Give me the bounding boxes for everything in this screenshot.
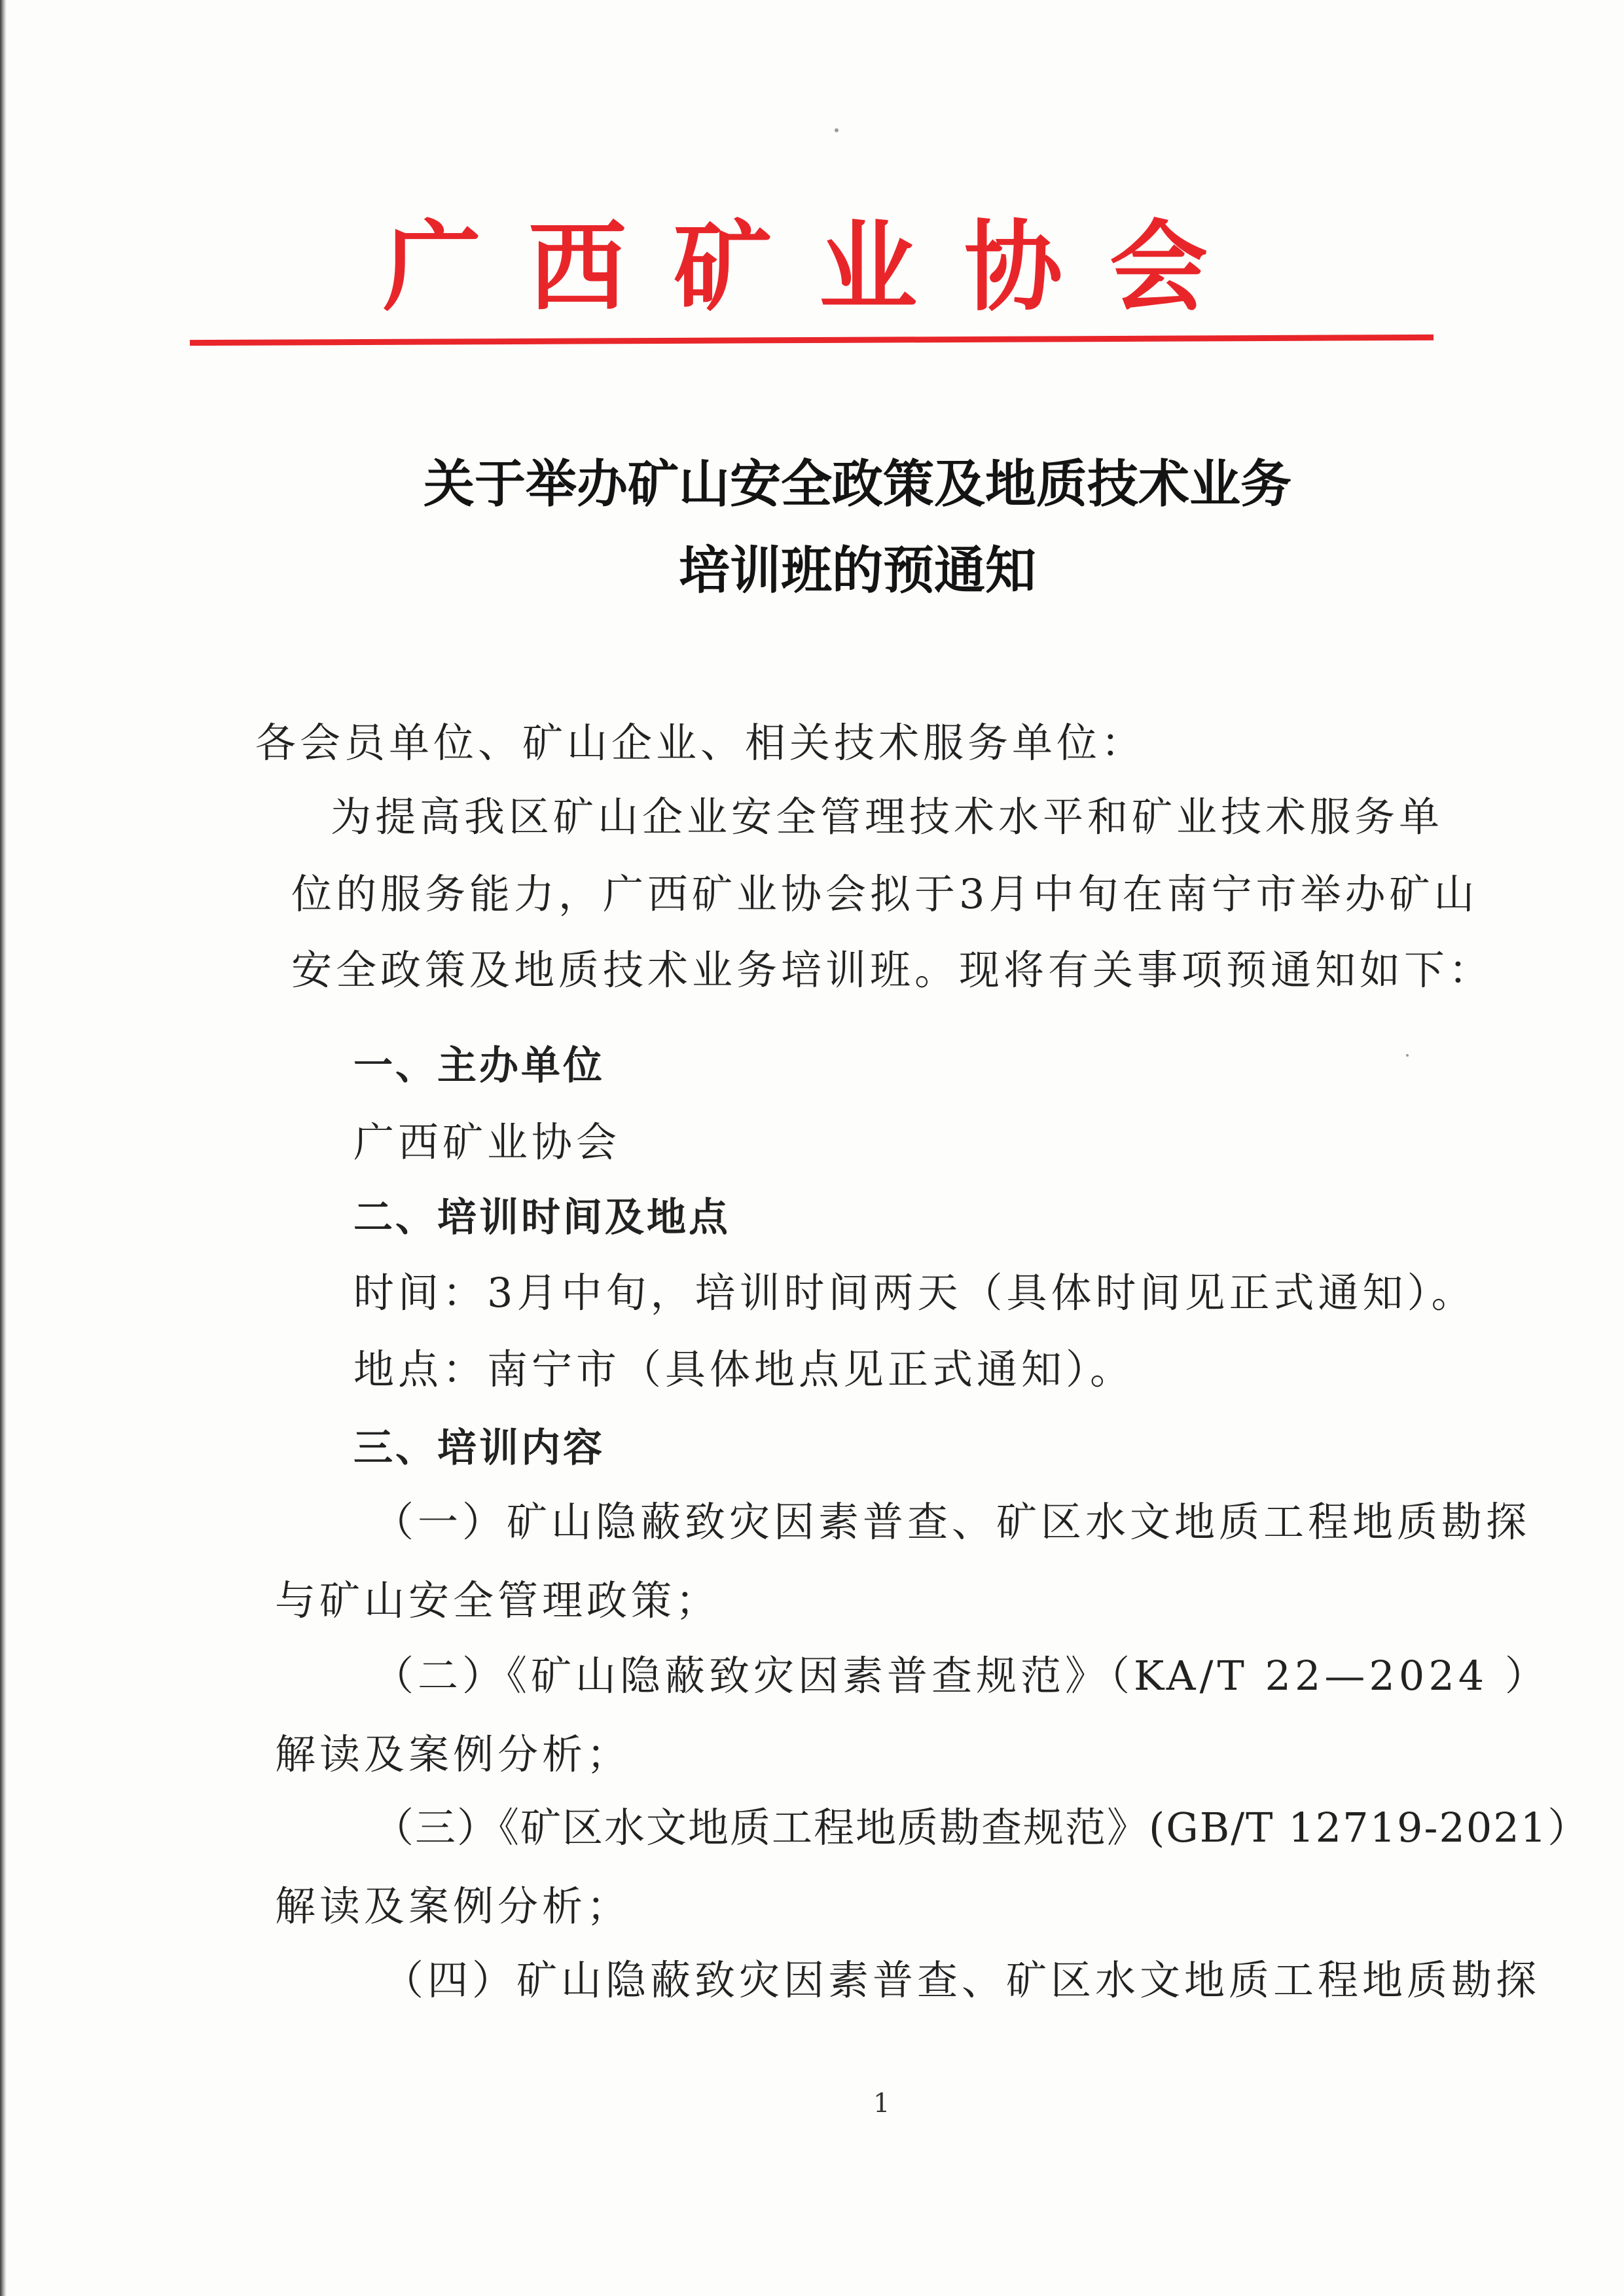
item-4-line-1: （四）矿山隐蔽致灾因素普查、矿区水文地质工程地质勘探 (383, 1956, 1541, 2004)
item-1-line-1: （一）矿山隐蔽致灾因素普查、矿区水文地质工程地质勘探 (373, 1498, 1531, 1546)
section-1-text: 广西矿业协会 (353, 1118, 621, 1166)
item-3-line-2: 解读及案例分析； (275, 1882, 632, 1930)
intro-line-3: 安全政策及地质技术业务培训班。现将有关事项预通知如下： (291, 946, 1494, 994)
section-2-place: 地点：南宁市（具体地点见正式通知）。 (353, 1345, 1135, 1393)
masthead-red-rule (190, 335, 1434, 346)
section-2-time: 时间：3月中旬，培训时间两天（具体时间见正式通知）。 (353, 1269, 1476, 1317)
scan-speck (1406, 1054, 1409, 1057)
item-2-line-1: （二）《矿山隐蔽致灾因素普查规范》（KA/T 22—2024 ） (373, 1652, 1549, 1700)
document-title-line-2: 培训班的预通知 (678, 541, 1036, 600)
item-3-line-1: （三）《矿区水文地质工程地质勘查规范》(GB/T 12719-2021） (373, 1804, 1590, 1851)
section-1-heading: 一、主办单位 (353, 1043, 605, 1089)
intro-line-1: 为提高我区矿山企业安全管理技术水平和矿业技术服务单 (331, 793, 1444, 841)
scan-edge-shadow (0, 0, 7, 2296)
intro-line-2: 位的服务能力，广西矿业协会拟于3月中旬在南宁市举办矿山 (291, 870, 1479, 918)
section-2-heading: 二、培训时间及地点 (353, 1195, 731, 1241)
scan-speck (835, 128, 839, 132)
item-1-line-2: 与矿山安全管理政策； (275, 1576, 721, 1624)
page-number: 1 (873, 2088, 890, 2119)
section-3-heading: 三、培训内容 (353, 1425, 605, 1471)
masthead-org-name: 广西矿业协会 (383, 210, 1255, 325)
salutation: 各会员单位、矿山企业、相关技术服务单位： (255, 719, 1146, 767)
item-2-line-2: 解读及案例分析； (275, 1730, 632, 1778)
document-title-line-1: 关于举办矿山安全政策及地质技术业务 (423, 454, 1291, 514)
